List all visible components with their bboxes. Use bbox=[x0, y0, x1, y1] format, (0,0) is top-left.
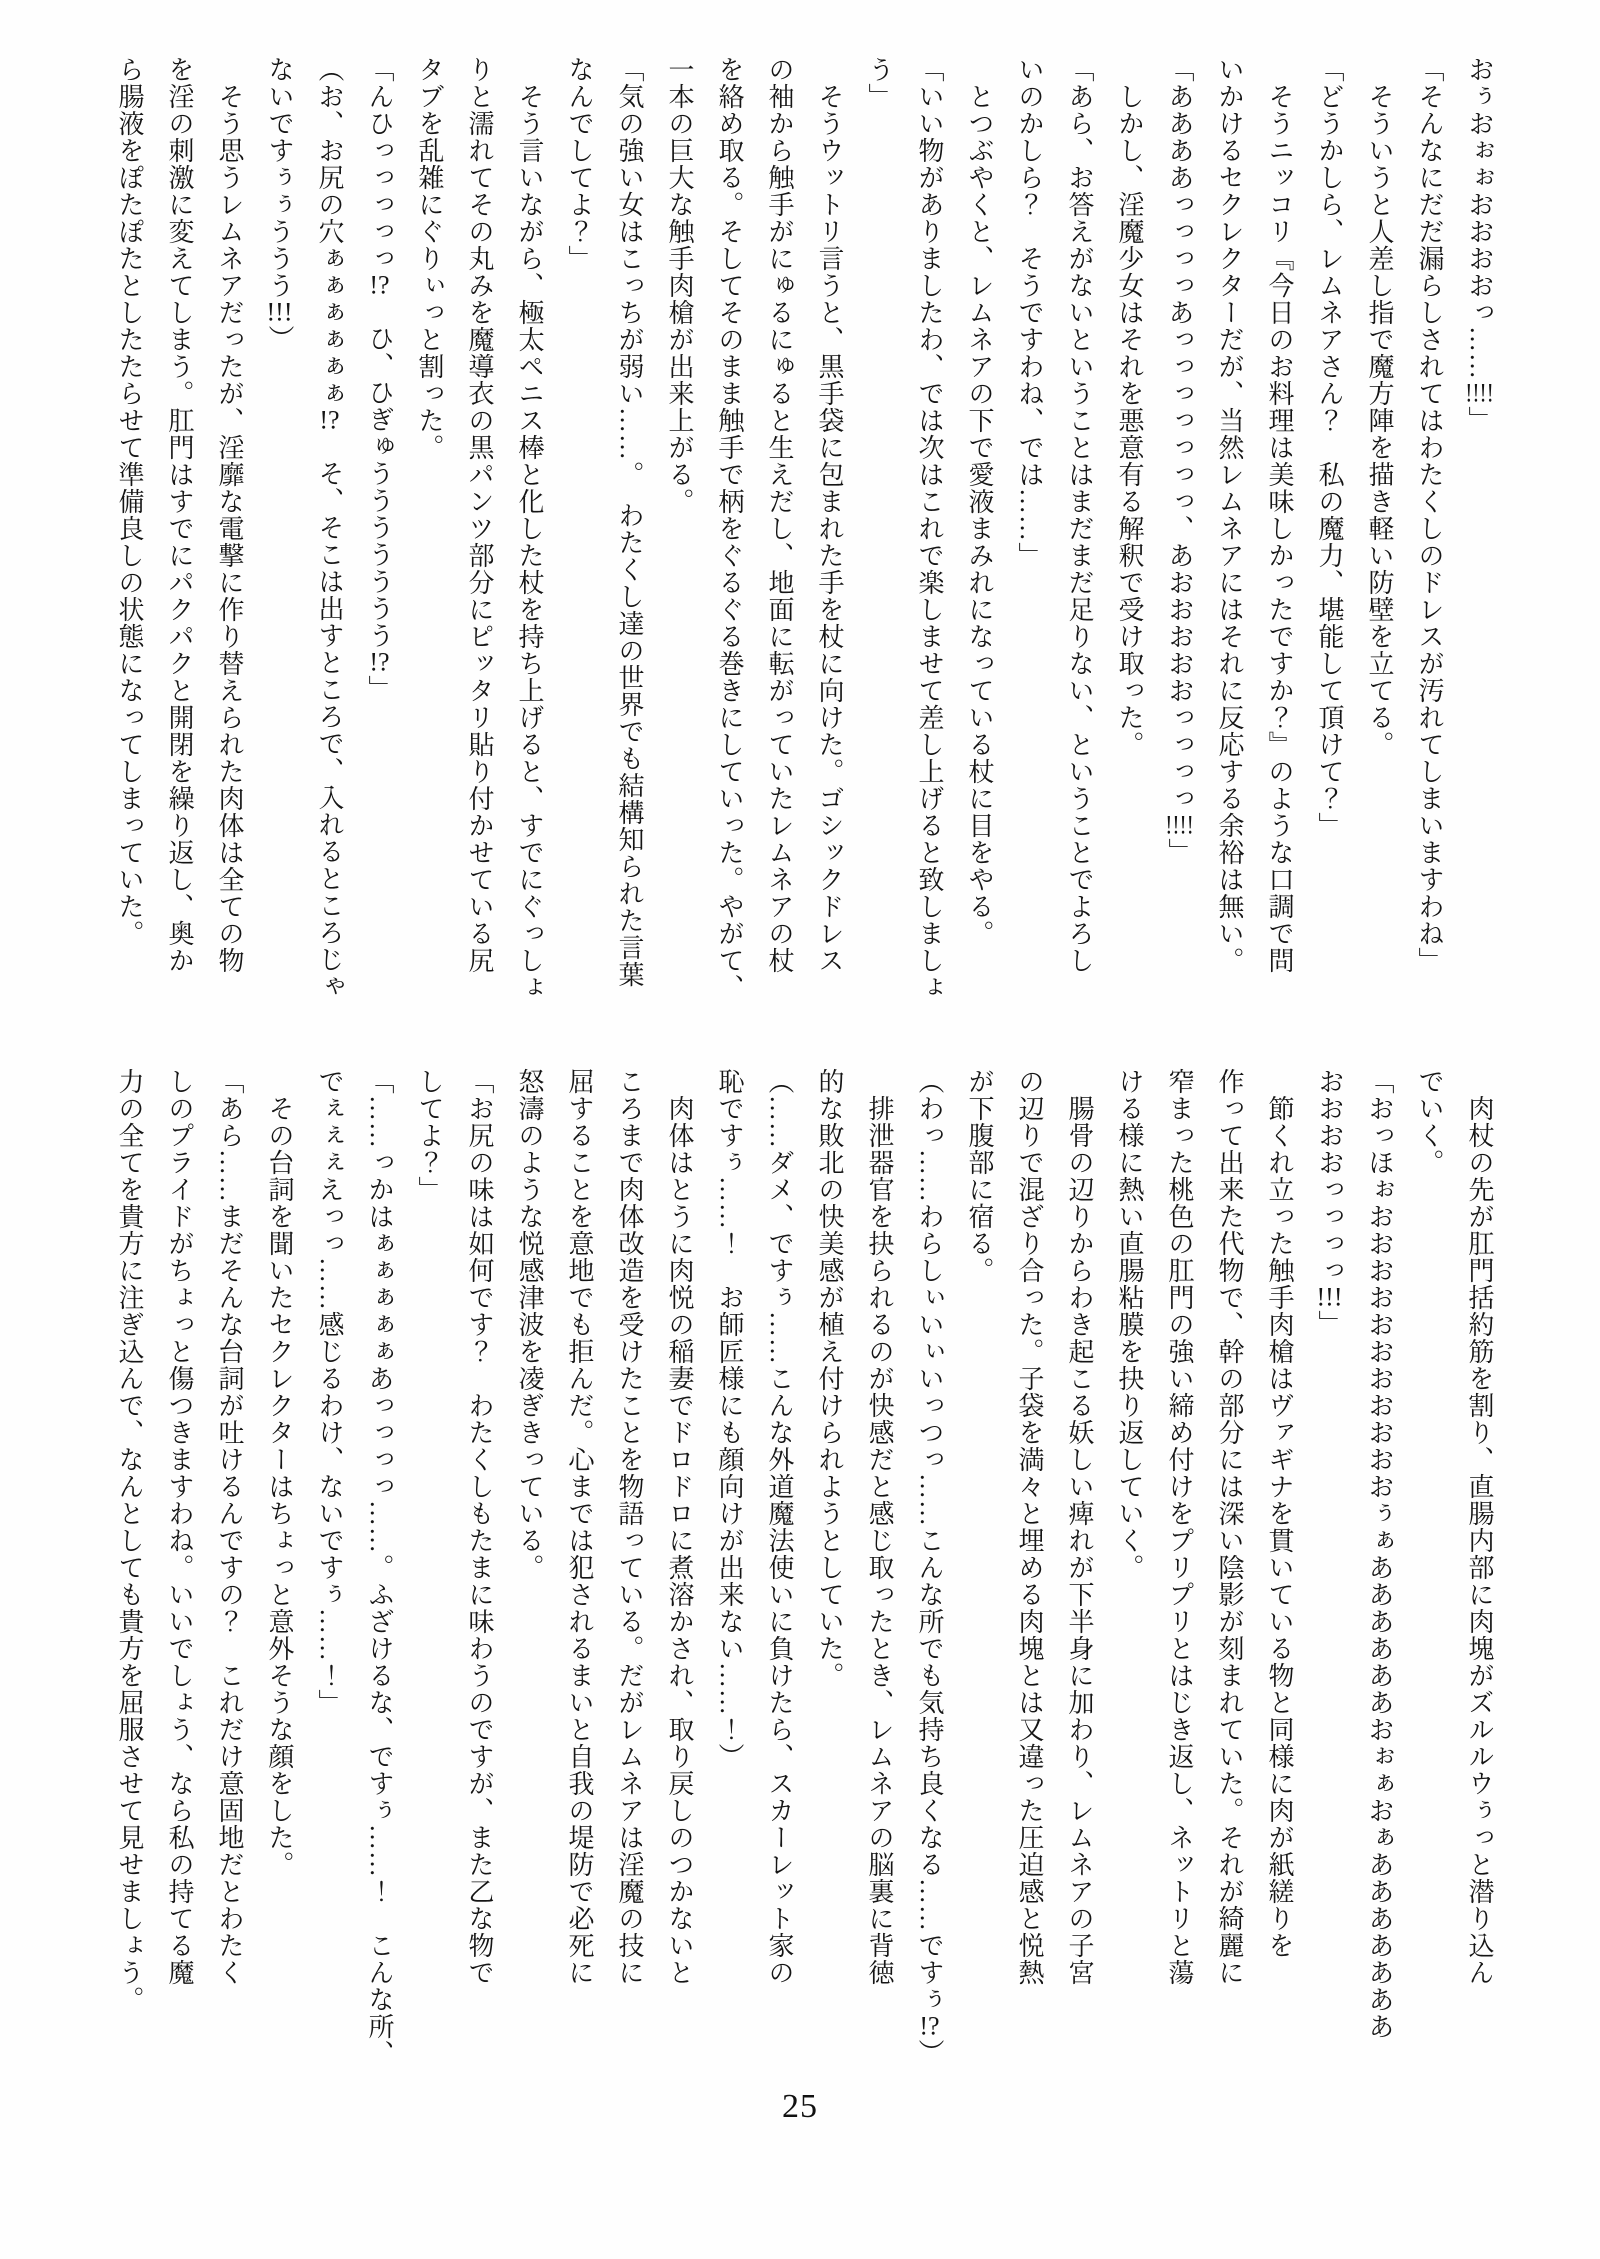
text-column: いかけるセクレクターだが、当然レムネアにはそれに反応する余裕は無い。 bbox=[1215, 56, 1244, 974]
text-block-bottom bbox=[104, 1068, 1504, 2123]
text-column: りと濡れてその丸みを魔導衣の黒パンツ部分にピッタリ貼り付かせている尻 bbox=[465, 56, 494, 974]
text-column: う」 bbox=[865, 56, 894, 110]
text-column: おぅおぉぉおおおおっ……!!!!」 bbox=[1465, 56, 1494, 433]
text-column: 恥ですぅ……！ お師匠様にも顔向けが出来ない……！） bbox=[715, 1068, 744, 1770]
text-column: そういうと人差し指で魔方陣を描き軽い防壁を立てる。 bbox=[1365, 83, 1394, 758]
text-column: そうニッコリ『今日のお料理は美味しかったですか？』のような口調で問 bbox=[1265, 83, 1294, 974]
text-column: 作って出来た代物で、幹の部分には深い陰影が刻まれていた。それが綺麗に bbox=[1215, 1068, 1244, 1986]
tatechuyoko-glyphs: !? bbox=[319, 407, 340, 433]
text-column: 一本の巨大な触手肉槍が出来上がる。 bbox=[665, 56, 694, 515]
tatechuyoko-glyphs: !!! bbox=[1316, 1284, 1343, 1310]
tatechuyoko-glyphs: !!!! bbox=[1465, 380, 1494, 406]
text-column: タブを乱雑にぐりぃっと割った。 bbox=[415, 56, 444, 461]
text-column: 「どうかしら、レムネアさん？ 私の魔力、堪能して頂けて？」 bbox=[1315, 56, 1344, 839]
page-number: 25 bbox=[782, 2088, 818, 2125]
text-column: でぇぇぇえっっ……感じるわけ、ないですぅ……！」 bbox=[315, 1068, 344, 1716]
text-column: 怒濤のような悦感津波を凌ぎきっている。 bbox=[515, 1068, 544, 1581]
text-column: 「ああああっっっっあっっっっっっっ、あおおおおおっっっっ!!!!」 bbox=[1165, 56, 1194, 865]
text-column: その台詞を聞いたセクレクターはちょっと意外そうな顔をした。 bbox=[265, 1095, 294, 1878]
text-column: 「……っかはぁぁぁぁぁあっっっっ……。ふざけるな、ですぅ……！ こんな所、 bbox=[365, 1068, 394, 2067]
text-column: そう思うレムネアだったが、淫靡な電撃に作り替えられた肉体は全ての物 bbox=[215, 83, 244, 974]
text-column: 節くれ立った触手肉槍はヴァギナを貫いている物と同様に肉が紙縒りを bbox=[1265, 1095, 1294, 1959]
text-column: （……ダメ、ですぅ……こんな外道魔法使いに負けたら、スカーレット家の bbox=[765, 1068, 794, 1986]
text-column: 屈することを意地でも拒んだ。心までは犯されるまいと自我の堤防で必死に bbox=[565, 1068, 594, 1986]
text-column: 「そんなにだだ漏らしされてはわたくしのドレスが汚れてしまいますわね」 bbox=[1415, 56, 1444, 974]
text-column: 腸骨の辺りからわき起こる妖しい痺れが下半身に加わり、レムネアの子宮 bbox=[1065, 1095, 1094, 1986]
text-column: （わっ……わらしぃいぃいっつっ……こんな所でも気持ち良くなる……ですぅ!?） bbox=[915, 1068, 944, 2066]
text-column: を淫の刺激に変えてしまう。肛門はすでにパクパクと開閉を繰り返し、奥か bbox=[165, 56, 194, 974]
tatechuyoko-glyphs: !!!! bbox=[1165, 812, 1194, 838]
text-column: ら腸液をぽたぽたとしたたらせて準備良しの状態になってしまっていた。 bbox=[115, 56, 144, 947]
text-column: なんでしてよ？」 bbox=[565, 56, 594, 272]
text-column: しのプライドがちょっと傷つきますわね。いいでしょう、なら私の持てる魔 bbox=[165, 1068, 194, 1986]
text-column: 「いい物がありましたわ、では次はこれで楽しませて差し上げると致しましょ bbox=[915, 56, 944, 1001]
text-column: そう言いながら、極太ペニス棒と化した杖を持ち上げると、すでにぐっしょ bbox=[515, 83, 544, 1001]
text-column: 肉体はとうに肉悦の稲妻でドロドロに煮溶かされ、取り戻しのつかないと bbox=[665, 1095, 694, 1986]
text-column: （お、お尻の穴ぁぁぁぁぁぁ!? そ、そこは出すところで、入れるところじゃ bbox=[315, 56, 344, 1000]
tatechuyoko-glyphs: !? bbox=[369, 649, 390, 675]
text-column: を絡め取る。そしてそのまま触手で柄をぐるぐる巻きにしていった。やがて、 bbox=[715, 56, 744, 1001]
text-column: 「んひっっっっっ!? ひ、ひぎゅううううううう!?」 bbox=[365, 56, 394, 702]
text-column: が下腹部に宿る。 bbox=[965, 1068, 994, 1284]
text-column: ころまで肉体改造を受けたことを物語っている。だがレムネアは淫魔の技に bbox=[615, 1068, 644, 1986]
text-column: 「おっほぉおおおおおおおおおおおぅぁああああああおぉぁおぁあああああああ bbox=[1365, 1068, 1394, 2040]
text-column: の袖から触手がにゅるにゅると生えだし、地面に転がっていたレムネアの杖 bbox=[765, 56, 794, 974]
text-column: 力の全てを貴方に注ぎ込んで、なんとしても貴方を屈服させて見せましょう。 bbox=[115, 1068, 144, 2013]
text-column: 排泄器官を抉られるのが快感だと感じ取ったとき、レムネアの脳裏に背徳 bbox=[865, 1095, 894, 1986]
text-column: 「あら……まだそんな台詞が吐けるんですの？ これだけ意固地だとわたく bbox=[215, 1068, 244, 1986]
text-column: そうウットリ言うと、黒手袋に包まれた手を杖に向けた。ゴシックドレス bbox=[815, 83, 844, 974]
text-column: 窄まった桃色の肛門の強い締め付けをプリプリとはじき返し、ネットリと蕩 bbox=[1165, 1068, 1194, 1986]
text-column: とつぶやくと、レムネアの下で愛液まみれになっている杖に目をやる。 bbox=[965, 83, 994, 947]
text-column: ける様に熱い直腸粘膜を抉り返していく。 bbox=[1115, 1068, 1144, 1581]
text-column: 「あら、お答えがないということはまだまだ足りない、ということでよろし bbox=[1065, 56, 1094, 974]
text-column: 「気の強い女はこっちが弱い……。 わたくし達の世界でも結構知られた言葉 bbox=[615, 56, 644, 988]
text-column: 肉杖の先が肛門括約筋を割り、直腸内部に肉塊がズルルウぅっと潜り込ん bbox=[1465, 1095, 1494, 1986]
text-column: 的な敗北の快美感が植え付けられようとしていた。 bbox=[815, 1068, 844, 1689]
tatechuyoko-glyphs: !!! bbox=[266, 299, 293, 325]
text-column: ないですぅぅううう!!!） bbox=[265, 56, 294, 352]
text-column: でいく。 bbox=[1415, 1068, 1444, 1176]
text-column: しかし、淫魔少女はそれを悪意有る解釈で受け取った。 bbox=[1115, 83, 1144, 758]
text-column: の辺りで混ざり合った。子袋を満々と埋める肉塊とは又違った圧迫感と悦熱 bbox=[1015, 1068, 1044, 1986]
text-column: おおおおっっっっ!!!」 bbox=[1315, 1068, 1344, 1337]
text-column: 「お尻の味は如何です？ わたくしもたまに味わうのですが、また乙な物で bbox=[465, 1068, 494, 1986]
text-column: いのかしら？ そうですわね、では……」 bbox=[1015, 56, 1044, 569]
text-column: してよ？」 bbox=[415, 1068, 444, 1203]
tatechuyoko-glyphs: !? bbox=[369, 272, 390, 298]
text-block-top bbox=[104, 56, 1504, 1061]
tatechuyoko-glyphs: !? bbox=[919, 2013, 940, 2039]
